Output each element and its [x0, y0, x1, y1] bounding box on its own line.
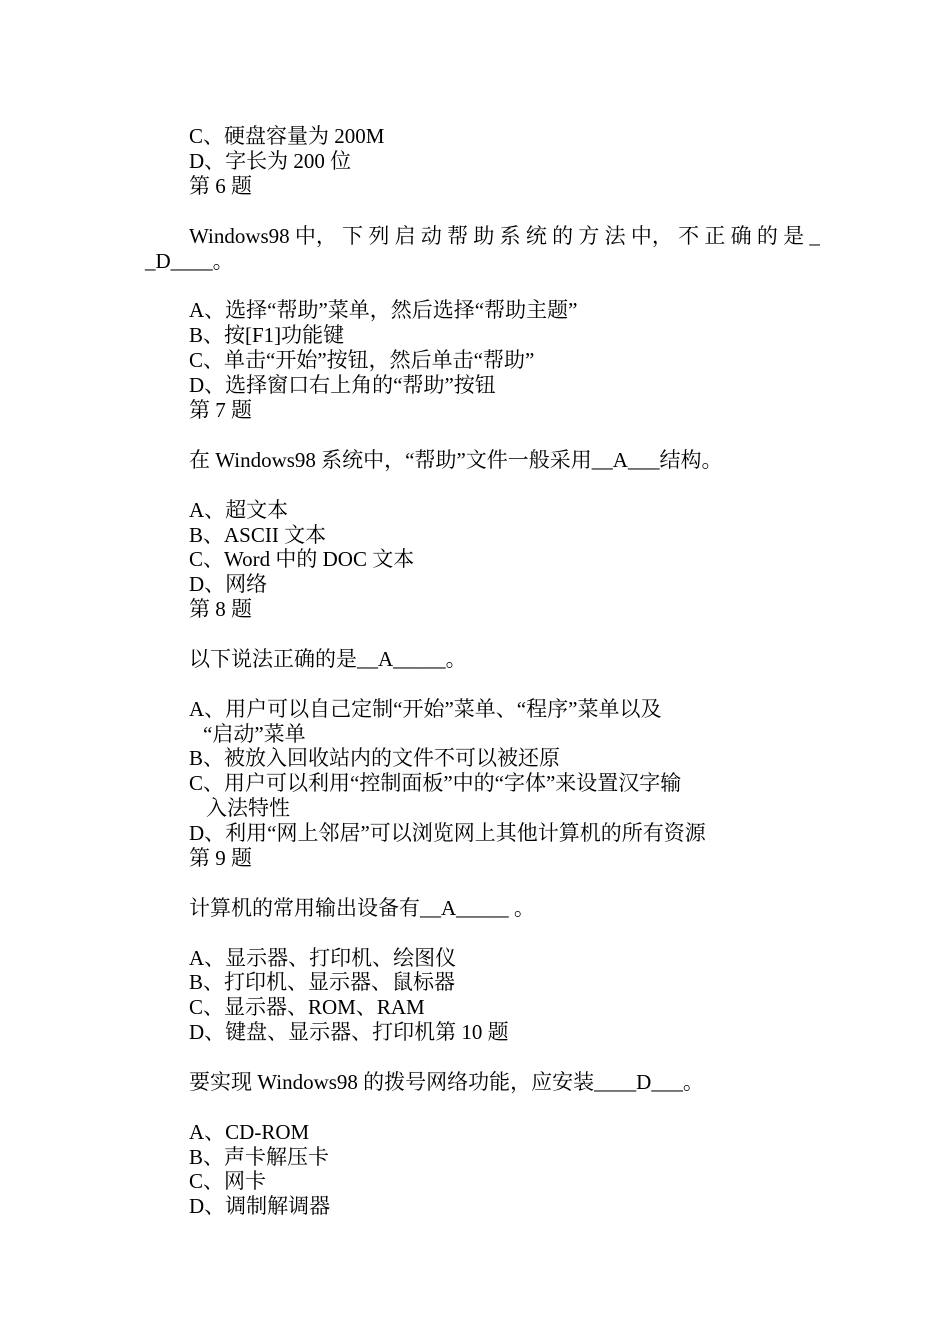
option-d-q6: D、选择窗口右上角的“帮助”按钮: [189, 373, 496, 397]
option-d-q5: D、字长为 200 位: [189, 149, 352, 173]
option-a-q8-cont: “启动”菜单: [203, 722, 306, 746]
question-9-text: 计算机的常用输出设备有__A_____ 。: [189, 896, 535, 920]
option-c-q7: C、Word 中的 DOC 文本: [189, 547, 415, 571]
option-d-q7: D、网络: [189, 572, 268, 596]
question-7-heading: 第 7 题: [189, 398, 252, 422]
option-b-q10: B、声卡解压卡: [189, 1145, 330, 1169]
option-a-q7: A、超文本: [189, 498, 289, 522]
option-a-q6: A、选择“帮助”菜单，然后选择“帮助主题”: [189, 298, 578, 322]
option-c-q8-cont: 入法特性: [206, 796, 290, 820]
question-10-text: 要实现 Windows98 的拨号网络功能，应安装____D___。: [189, 1070, 704, 1094]
option-c-q9: C、显示器、ROM、RAM: [189, 995, 425, 1019]
option-d-q9-and-question-10-heading: D、键盘、显示器、打印机第 10 题: [189, 1020, 509, 1044]
option-c-q5: C、硬盘容量为 200M: [189, 124, 385, 148]
question-6-text: Windows98 中， 下 列 启 动 帮 助 系 统 的 方 法 中， 不 正 确 的 是 _: [189, 224, 820, 248]
option-d-q10: D、调制解调器: [189, 1194, 331, 1218]
question-7-text: 在 Windows98 系统中，“帮助”文件一般采用__A___结构。: [189, 448, 723, 472]
option-a-q9: A、显示器、打印机、绘图仪: [189, 946, 457, 970]
option-c-q6: C、单击“开始”按钮，然后单击“帮助”: [189, 348, 535, 372]
option-a-q10: A、CD-ROM: [189, 1120, 310, 1144]
option-b-q7: B、ASCII 文本: [189, 523, 327, 547]
question-8-text: 以下说法正确的是__A_____。: [189, 647, 467, 671]
option-d-q8: D、利用“网上邻居”可以浏览网上其他计算机的所有资源: [189, 821, 706, 845]
question-8-heading: 第 8 题: [189, 597, 252, 621]
question-6-text-cont: _D____。: [145, 249, 234, 273]
option-b-q8: B、被放入回收站内的文件不可以被还原: [189, 746, 561, 770]
question-6-heading: 第 6 题: [189, 174, 252, 198]
option-b-q6: B、按[F1]功能键: [189, 323, 345, 347]
question-9-heading: 第 9 题: [189, 846, 252, 870]
option-c-q10: C、网卡: [189, 1169, 267, 1193]
option-c-q8: C、用户可以利用“控制面板”中的“字体”来设置汉字输: [189, 771, 682, 795]
option-a-q8: A、用户可以自己定制“开始”菜单、“程序”菜单以及: [189, 697, 662, 721]
option-b-q9: B、打印机、显示器、鼠标器: [189, 970, 456, 994]
